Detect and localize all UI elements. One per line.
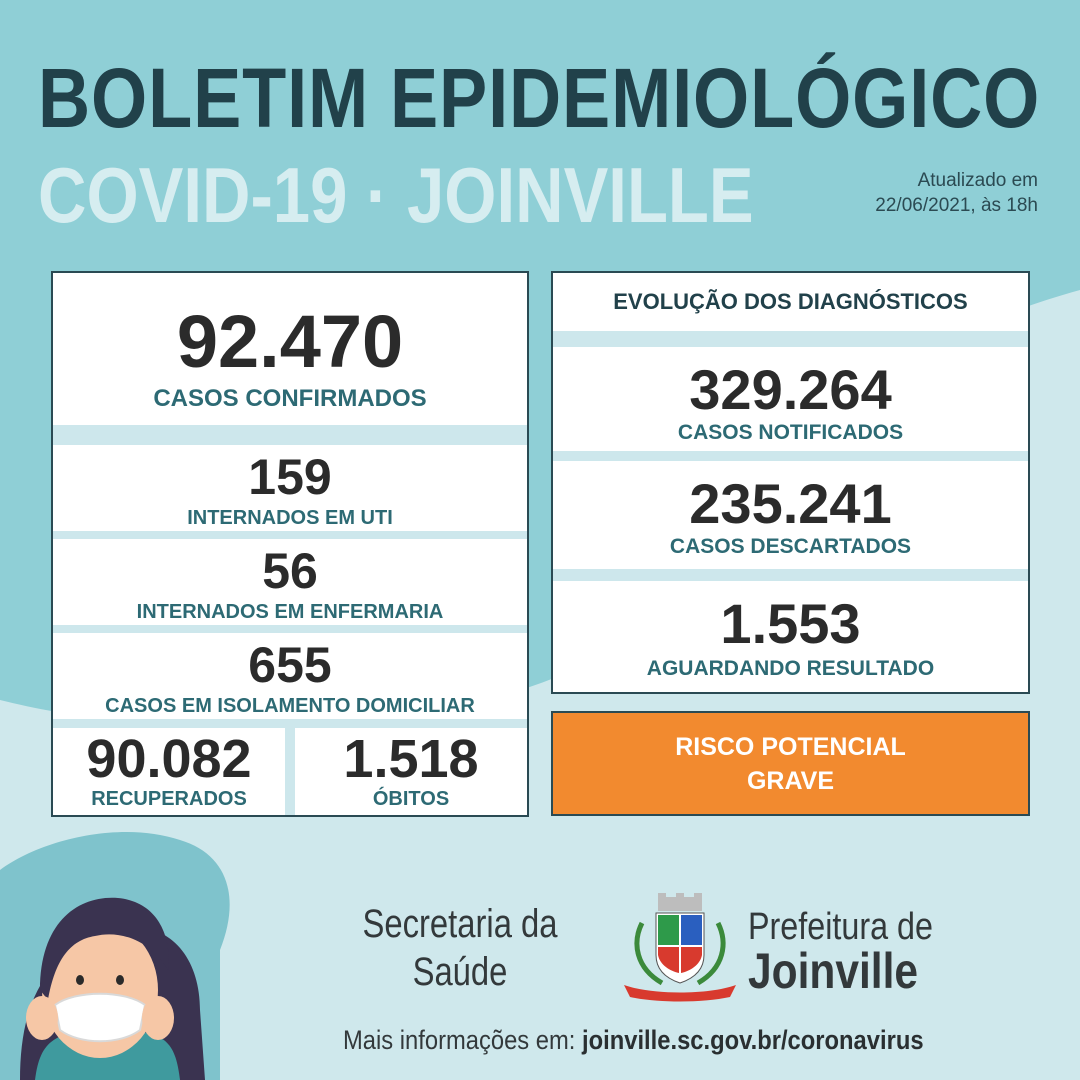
secretaria-line-2: Saúde [412,950,508,994]
update-timestamp [778,168,1038,218]
notified-label: CASOS NOTIFICADOS [677,421,904,444]
confirmed-cases-value: 92.470 [176,300,404,383]
deaths-label: ÓBITOS [372,788,450,810]
deaths-value: 1.518 [343,729,479,789]
more-info-link[interactable]: joinville.sc.gov.br/coronavirus [582,1025,924,1055]
deaths-card [295,728,527,815]
diagnostics-heading-card [553,273,1028,331]
confirmed-cases-card [53,273,527,425]
notified-card [553,347,1028,451]
awaiting-value: 1.553 [720,592,861,655]
home-isolation-card [53,633,527,719]
prefeitura-joinville-logo-text [748,905,933,999]
home-isolation-label: CASOS EM ISOLAMENTO DOMICILIAR [105,695,475,717]
diagnostics-panel [551,271,1030,694]
update-label: Atualizado em [917,170,1038,191]
page-title: BOLETIM EPIDEMIOLÓGICO [38,51,1041,145]
cases-panel [51,271,529,817]
risk-level-badge [551,711,1030,816]
prefeitura-line-1: Prefeitura de [748,906,933,948]
awaiting-label: AGUARDANDO RESULTADO [646,657,935,680]
risk-line-2: GRAVE [746,766,835,795]
prefeitura-line-2: Joinville [748,943,919,999]
ward-card [53,539,527,625]
more-info-prefix: Mais informações em: [343,1025,576,1055]
more-info-line [343,1025,924,1056]
page-subtitle: COVID-19 · JOINVILLE [38,151,754,239]
discarded-value: 235.241 [689,472,892,535]
secretaria-saude-logo-text [358,900,563,996]
ward-label: INTERNADOS EM ENFERMARIA [136,601,444,623]
confirmed-cases-label: CASOS CONFIRMADOS [153,385,427,412]
uti-card [53,445,527,531]
home-isolation-value: 655 [248,637,332,693]
awaiting-card [553,581,1028,692]
uti-value: 159 [248,449,332,505]
recovered-card [53,728,285,815]
diagnostics-heading: EVOLUÇÃO DOS DIAGNÓSTICOS [613,289,968,314]
recovered-value: 90.082 [86,729,252,789]
notified-value: 329.264 [689,358,892,421]
risk-line-1: RISCO POTENCIAL [675,732,906,761]
uti-label: INTERNADOS EM UTI [187,507,393,529]
recovered-label: RECUPERADOS [91,788,247,810]
ward-value: 56 [262,543,318,599]
joinville-coat-of-arms-icon [622,893,738,1003]
woman-mask-illustration [0,840,240,1080]
discarded-card [553,461,1028,569]
discarded-label: CASOS DESCARTADOS [669,535,912,558]
secretaria-line-1: Secretaria da [362,902,558,946]
update-date: 22/06/2021, às 18h [875,195,1038,216]
